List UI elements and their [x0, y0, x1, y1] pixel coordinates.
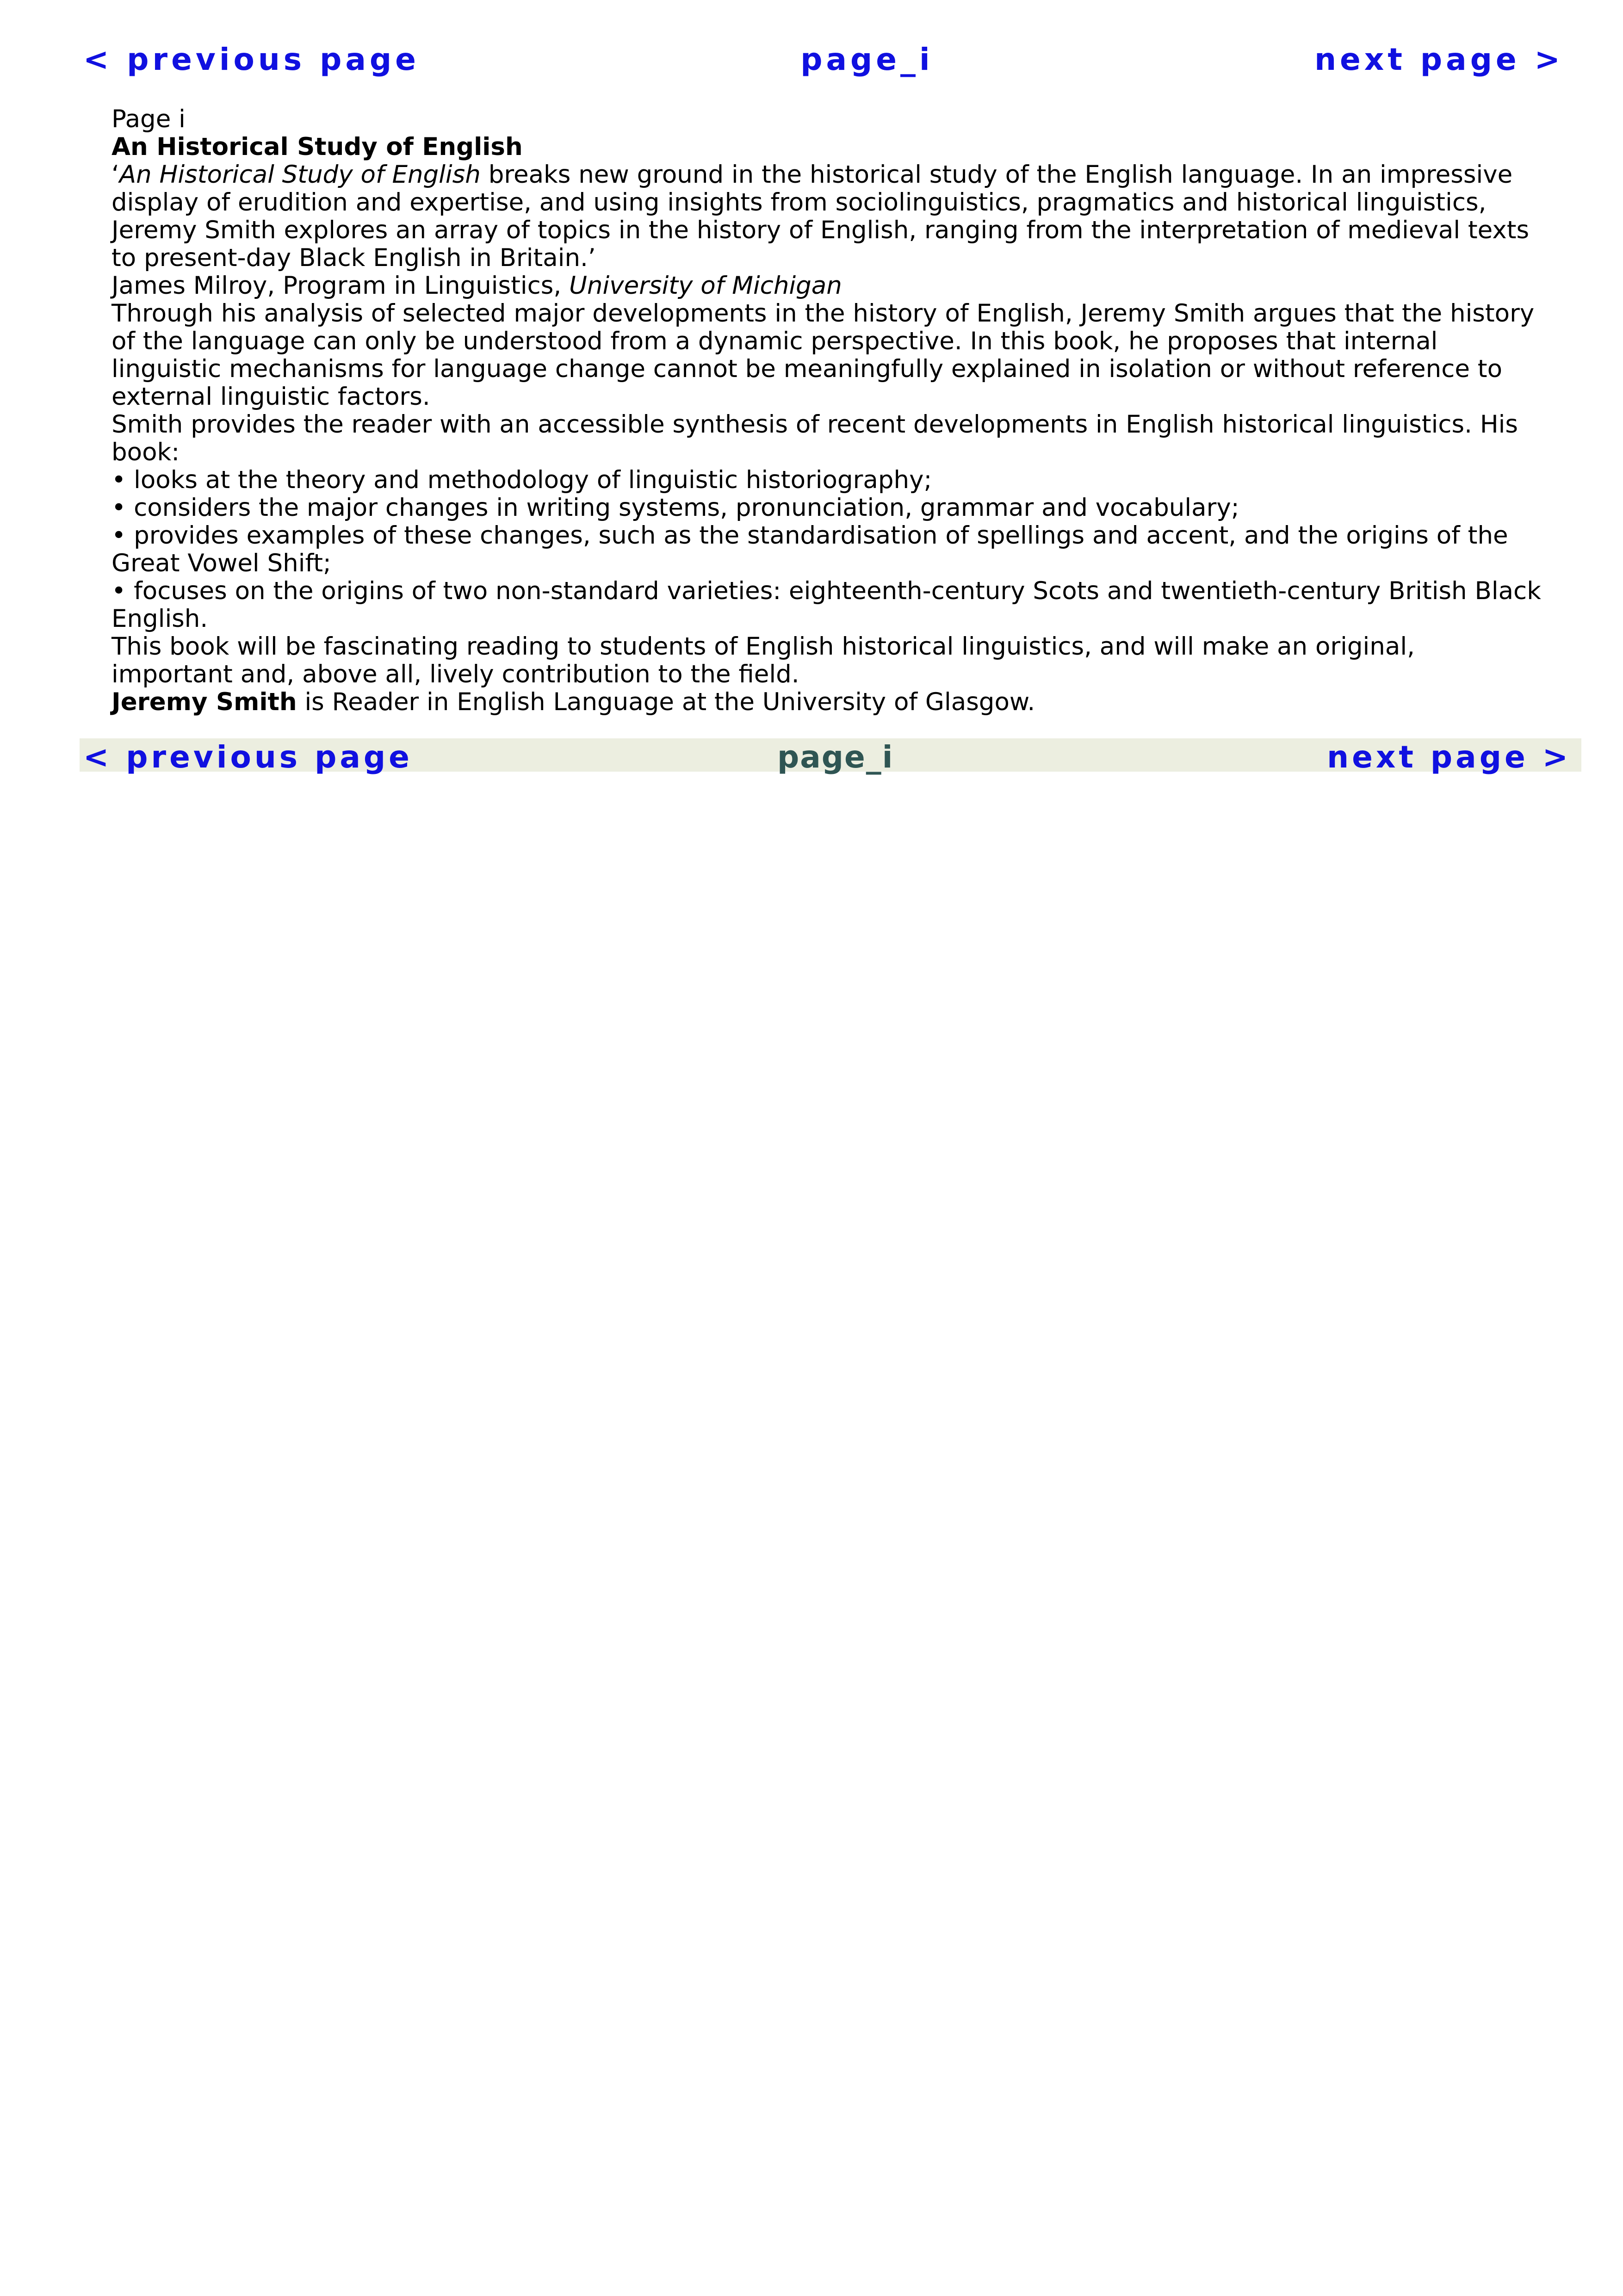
previous-page-link[interactable]: < previous page — [83, 739, 413, 775]
top-navigation-clipped — [83, 42, 1564, 77]
attribution-text: James Milroy, Program in Linguistics, — [112, 272, 570, 300]
quote-text: breaks new ground in the historical study of the English language. In an impressive display of erudition and expertise, and using insights from sociolinguistics, pragmatics and historical linguistics, Jeremy Smith explores an array of topics in the history of English, ranging from the interpretation of medieval texts to present-day Black English in Britain.’ — [112, 161, 1530, 272]
quote-open-mark: ‘ — [112, 161, 119, 189]
list-item: • focuses on the origins of two non-standard varieties: eighteenth-century Scots and twentieth-century British Black English. — [112, 577, 1541, 633]
attribution-institution: University of Michigan — [569, 272, 842, 300]
review-quote — [112, 161, 1541, 272]
author-bio — [112, 688, 1541, 716]
bottom-navigation-bar — [80, 738, 1581, 775]
quote-attribution — [112, 272, 1541, 300]
description-paragraph-2: Smith provides the reader with an accessible synthesis of recent developments in English historical linguistics. His book: — [112, 410, 1518, 466]
top-previous-page-link[interactable]: < previous page — [83, 42, 420, 77]
description-paragraph-3: This book will be fascinating reading to students of English historical linguistics, and will make an original, important and, above all, lively contribution to the field. — [112, 632, 1415, 688]
book-title-heading: An Historical Study of English — [112, 133, 523, 161]
list-item: • provides examples of these changes, such as the standardisation of spellings and accent, and the origins of the Great Vowel Shift; — [112, 521, 1508, 577]
description-paragraph-1: Through his analysis of selected major developments in the history of English, Jeremy Smith argues that the history of the language can only be understood from a dynamic perspective. In this book, he proposes that internal linguistic mechanisms for language change cannot be meaningfully explained in isolation or without reference to external linguistic factors. — [112, 299, 1535, 411]
top-page-label: page_i — [800, 42, 934, 77]
page-content — [112, 105, 1541, 716]
quote-book-title: An Historical Study of English — [119, 161, 481, 189]
list-item: • looks at the theory and methodology of linguistic historiography; — [112, 466, 932, 494]
page-label: page_i — [777, 739, 894, 775]
author-bio-text: is Reader in English Language at the University of Glasgow. — [297, 688, 1035, 716]
list-item: • considers the major changes in writing systems, pronunciation, grammar and vocabulary; — [112, 494, 1239, 522]
author-name: Jeremy Smith — [112, 688, 297, 716]
next-page-link[interactable]: next page > — [1327, 739, 1571, 775]
top-next-page-link[interactable]: next page > — [1314, 42, 1564, 77]
feature-list — [112, 466, 1541, 633]
page-number: Page i — [112, 105, 186, 133]
